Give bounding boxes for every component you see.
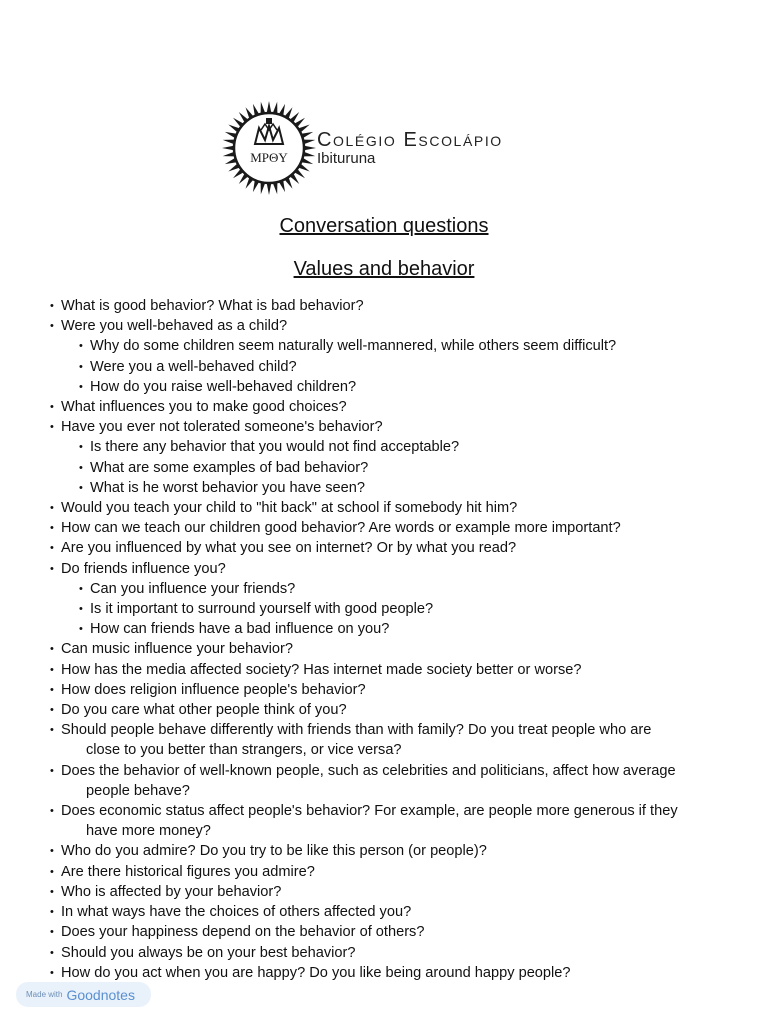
question-text: Does the behavior of well-known people, such as celebrities and politicians, affect how average bbox=[61, 762, 676, 779]
question-text: Can music influence your behavior? bbox=[61, 641, 294, 658]
question-text: Have you ever not tolerated someone's behavior? bbox=[61, 419, 383, 436]
bullet-icon: • bbox=[50, 683, 54, 696]
question-text: How do you raise well-behaved children? bbox=[90, 378, 357, 395]
question-item bbox=[50, 498, 750, 518]
question-text: Would you teach your child to "hit back" at school if somebody hit him? bbox=[61, 500, 518, 517]
seal-ray bbox=[273, 183, 277, 194]
bullet-icon: • bbox=[79, 623, 83, 636]
bullet-icon: • bbox=[50, 926, 54, 939]
sub-question-item bbox=[79, 357, 750, 377]
bullet-icon: • bbox=[50, 764, 54, 777]
seal-ray bbox=[223, 152, 234, 156]
bullet-icon: • bbox=[79, 360, 83, 373]
bullet-icon: • bbox=[50, 300, 54, 312]
made-with-label: Made with bbox=[26, 990, 63, 999]
sub-question-item bbox=[79, 437, 750, 457]
question-continuation bbox=[50, 821, 750, 841]
question-item bbox=[50, 559, 750, 579]
question-text: Are there historical figures you admire? bbox=[61, 863, 315, 880]
school-location: Ibituruna bbox=[317, 150, 376, 167]
sub-question-item bbox=[79, 579, 750, 599]
topic-title: Values and behavior bbox=[293, 258, 475, 280]
question-item bbox=[50, 417, 750, 437]
bullet-icon: • bbox=[79, 461, 83, 474]
question-item bbox=[50, 902, 750, 922]
question-item bbox=[50, 700, 750, 720]
bullet-icon: • bbox=[50, 562, 54, 575]
bullet-icon: • bbox=[50, 966, 54, 979]
bullet-icon: • bbox=[50, 885, 54, 898]
question-text: What are some examples of bad behavior? bbox=[90, 459, 369, 476]
question-text: How has the media affected society? Has internet made society better or worse? bbox=[61, 661, 582, 678]
question-item bbox=[50, 720, 750, 740]
question-text: Is there any behavior that you would not find acceptable? bbox=[90, 439, 460, 456]
bullet-icon: • bbox=[50, 663, 54, 676]
question-item bbox=[50, 680, 750, 700]
question-item bbox=[50, 963, 750, 983]
question-continuation bbox=[50, 740, 750, 760]
bullet-icon: • bbox=[79, 603, 83, 616]
bullet-icon: • bbox=[50, 401, 54, 414]
seal-ray bbox=[253, 104, 259, 115]
seal-ray bbox=[273, 102, 277, 113]
question-item bbox=[50, 316, 750, 336]
bullet-icon: • bbox=[50, 865, 54, 878]
question-item bbox=[50, 397, 750, 417]
bullet-icon: • bbox=[50, 906, 54, 919]
bullet-icon: • bbox=[50, 502, 54, 515]
seal-letters: MPΘY bbox=[250, 150, 288, 165]
school-seal-logo bbox=[221, 100, 317, 196]
bullet-icon: • bbox=[50, 845, 54, 858]
question-text: have more money? bbox=[86, 823, 211, 840]
seal-ray bbox=[267, 184, 271, 195]
question-item bbox=[50, 296, 750, 316]
bullet-icon: • bbox=[79, 340, 83, 353]
question-text: people behave? bbox=[86, 782, 190, 799]
bullet-icon: • bbox=[50, 724, 54, 737]
seal-ray bbox=[222, 146, 233, 150]
goodnotes-badge[interactable] bbox=[16, 982, 151, 1007]
bullet-icon: • bbox=[79, 481, 83, 494]
seal-ray bbox=[279, 181, 285, 192]
seal-ray bbox=[261, 102, 265, 113]
question-item bbox=[50, 538, 750, 558]
sub-question-item bbox=[79, 458, 750, 478]
question-list bbox=[50, 296, 750, 983]
question-text: Can you influence your friends? bbox=[90, 580, 296, 597]
question-text: Do you care what other people think of you? bbox=[61, 702, 347, 719]
bullet-icon: • bbox=[50, 643, 54, 656]
school-name: Colégio Escolápio bbox=[317, 129, 503, 151]
question-text: Were you a well-behaved child? bbox=[90, 358, 297, 375]
question-item bbox=[50, 841, 750, 861]
seal-ray bbox=[253, 181, 259, 192]
sub-question-item bbox=[79, 599, 750, 619]
question-item bbox=[50, 801, 750, 821]
question-text: Who is affected by your behavior? bbox=[61, 883, 282, 900]
school-header bbox=[221, 100, 541, 196]
seal-ray bbox=[267, 101, 271, 112]
question-item bbox=[50, 660, 750, 680]
seal-ray bbox=[302, 132, 313, 138]
question-item bbox=[50, 761, 750, 781]
seal-ray bbox=[225, 132, 236, 138]
question-item bbox=[50, 862, 750, 882]
question-text: How can we teach our children good behavior? Are words or example more important? bbox=[61, 520, 621, 537]
question-text: Should people behave differently with friends than with family? Do you treat people who are bbox=[61, 722, 652, 739]
seal-ray bbox=[302, 158, 313, 164]
question-text: What is good behavior? What is bad behavior? bbox=[61, 298, 364, 314]
bullet-icon: • bbox=[50, 421, 54, 434]
question-item bbox=[50, 518, 750, 538]
question-text: Who do you admire? Do you try to be like this person (or people)? bbox=[61, 843, 487, 860]
bullet-icon: • bbox=[50, 320, 54, 333]
sub-question-item bbox=[79, 478, 750, 498]
question-text: How do you act when you are happy? Do you like being around happy people? bbox=[61, 964, 571, 981]
sub-question-item bbox=[79, 619, 750, 639]
question-item bbox=[50, 943, 750, 963]
seal-ray bbox=[225, 158, 236, 164]
question-item bbox=[50, 922, 750, 942]
bullet-icon: • bbox=[50, 522, 54, 535]
bullet-icon: • bbox=[79, 380, 83, 393]
question-item bbox=[50, 639, 750, 659]
seal-ray bbox=[304, 152, 315, 156]
question-text: How does religion influence people's behavior? bbox=[61, 681, 366, 698]
question-text: Does your happiness depend on the behavior of others? bbox=[61, 924, 425, 941]
question-text: Why do some children seem naturally well-mannered, while others seem difficult? bbox=[90, 338, 617, 355]
question-text: close to you better than strangers, or vice versa? bbox=[86, 742, 402, 759]
bullet-icon: • bbox=[50, 542, 54, 555]
seal-ray bbox=[261, 183, 265, 194]
seal-ray bbox=[305, 146, 316, 150]
page-title: Conversation questions bbox=[279, 215, 489, 237]
sub-question-item bbox=[79, 336, 750, 356]
question-continuation bbox=[50, 781, 750, 801]
sub-question-item bbox=[79, 377, 750, 397]
question-text: Is it important to surround yourself with good people? bbox=[90, 601, 434, 618]
question-text: Were you well-behaved as a child? bbox=[61, 318, 288, 335]
question-text: Are you influenced by what you see on internet? Or by what you read? bbox=[61, 540, 517, 557]
question-text: In what ways have the choices of others affected you? bbox=[61, 904, 412, 921]
question-text: What influences you to make good choices? bbox=[61, 399, 347, 416]
question-text: Does economic status affect people's behavior? For example, are people more generous if they bbox=[61, 803, 678, 820]
goodnotes-brand: Goodnotes bbox=[66, 986, 135, 1003]
question-text: Should you always be on your best behavior? bbox=[61, 944, 356, 961]
bullet-icon: • bbox=[79, 441, 83, 454]
seal-ray bbox=[279, 104, 285, 115]
bullet-icon: • bbox=[79, 582, 83, 595]
question-item bbox=[50, 882, 750, 902]
school-name-block bbox=[317, 130, 503, 167]
bullet-icon: • bbox=[50, 704, 54, 717]
question-text: How can friends have a bad influence on you? bbox=[90, 621, 390, 638]
seal-ray bbox=[304, 140, 315, 144]
seal-ray bbox=[223, 140, 234, 144]
bullet-icon: • bbox=[50, 946, 54, 959]
bullet-icon: • bbox=[50, 805, 54, 818]
question-text: Do friends influence you? bbox=[61, 560, 226, 577]
question-text: What is he worst behavior you have seen? bbox=[90, 479, 366, 496]
